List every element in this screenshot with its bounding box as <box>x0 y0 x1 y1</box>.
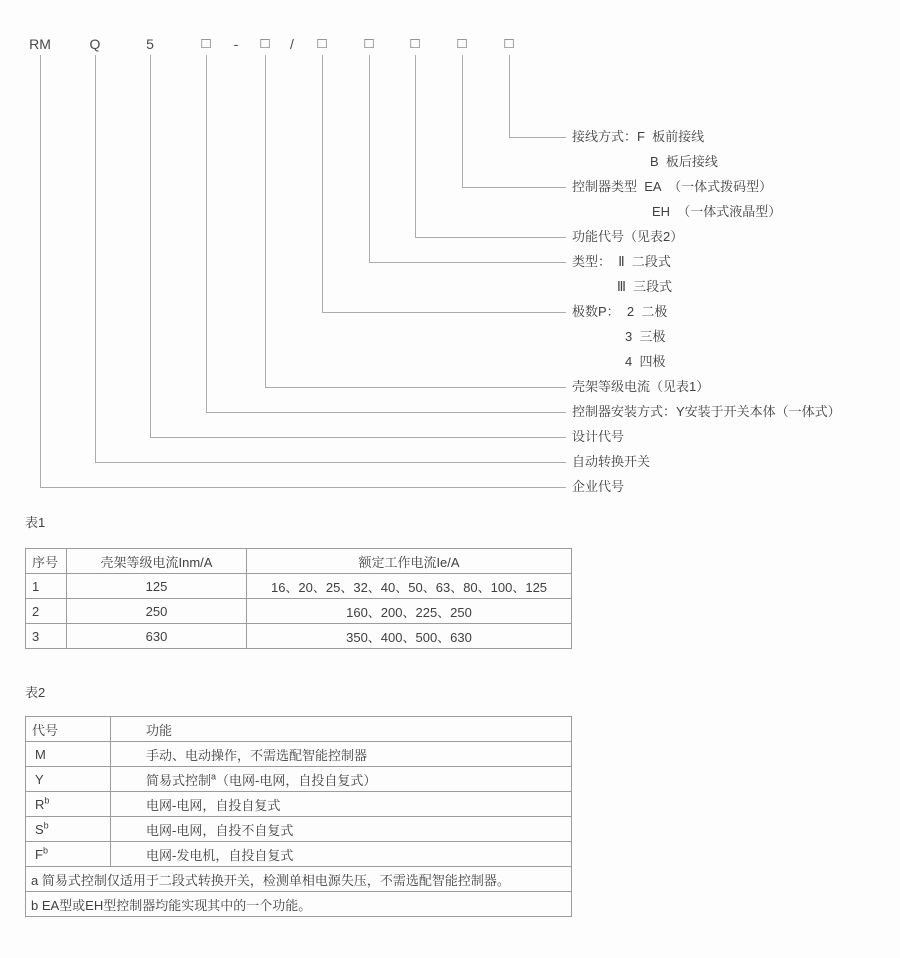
code-sup: b <box>44 795 50 806</box>
code-slash: / <box>290 36 294 52</box>
table-row <box>26 767 572 792</box>
label-wiring-2: B 板后接线 <box>650 154 718 169</box>
label-design-code: 设计代号 <box>572 429 625 444</box>
label-wiring: 接线方式：F 板前接线 <box>572 129 705 144</box>
code-box-wiring: □ <box>504 35 514 52</box>
label-controller-type-2: EH （一体式液晶型） <box>652 204 782 219</box>
table2-func-r <box>111 792 572 817</box>
table2-header-code: 代号 <box>26 717 111 742</box>
table1-rated-1: 16、20、25、32、40、50、63、80、100、125 <box>247 574 572 599</box>
table2-func-m <box>111 742 572 767</box>
table-row <box>26 742 572 767</box>
code-dash: - <box>233 36 239 52</box>
table2-function-codes <box>25 716 572 917</box>
code-part-switch: Q <box>89 36 101 52</box>
label-poles-2: 3 三极 <box>625 329 666 344</box>
func-text: 电网-电网，自投自复式 <box>146 797 281 813</box>
table2-code-f <box>26 842 111 867</box>
func-text: 手动、电动操作，不需选配智能控制器 <box>146 747 368 763</box>
label-controller-mount: 控制器安装方式：Y安装于开关本体（一体式） <box>572 404 841 419</box>
label-poles-3: 4 四极 <box>625 354 666 369</box>
table2-code-r <box>26 792 111 817</box>
table2-func-f <box>111 842 572 867</box>
table1-rated-3: 350、400、500、630 <box>247 624 572 649</box>
table1-header-seq: 序号 <box>26 549 67 574</box>
func-text: 电网-发电机，自投自复式 <box>146 847 294 863</box>
table-row <box>26 817 572 842</box>
table2-note-row-b <box>26 892 572 917</box>
table1-frame-1: 125 <box>67 574 247 599</box>
table1-header-frame: 壳架等级电流Inm/A <box>67 549 247 574</box>
table1-frame-current <box>25 548 572 649</box>
table2-code-y <box>26 767 111 792</box>
code-part-design: 5 <box>146 36 154 52</box>
code-box-poles: □ <box>317 35 327 52</box>
code-box-function: □ <box>410 35 420 52</box>
table2-note-a: a 简易式控制仅适用于二段式转换开关，检测单相电源失压，不需选配智能控制器。 <box>26 867 572 892</box>
code-text: F <box>35 846 43 862</box>
code-sup: b <box>42 845 48 856</box>
func-text: 简易式控制 <box>146 772 212 788</box>
func-sup: a <box>211 771 217 782</box>
table-row <box>26 624 572 649</box>
table1-frame-3: 630 <box>67 624 247 649</box>
label-function-code: 功能代号（见表2） <box>572 229 684 244</box>
code-box-mount: □ <box>201 35 211 52</box>
table2-caption: 表2 <box>25 685 46 700</box>
code-box-type: □ <box>364 35 374 52</box>
func-text-2: （电网-电网，自投自复式） <box>216 772 377 788</box>
table1-header-rated: 额定工作电流Ie/A <box>247 549 572 574</box>
code-part-company: RM <box>29 36 51 52</box>
table1-seq-3: 3 <box>26 624 67 649</box>
table2-func-y <box>111 767 572 792</box>
table2-code-m <box>26 742 111 767</box>
table2-header-row <box>26 717 572 742</box>
table1-header-row <box>26 549 572 574</box>
label-controller-type: 控制器类型 EA （一体式拨码型） <box>572 179 773 194</box>
code-box-controller: □ <box>457 35 467 52</box>
table2-func-s <box>111 817 572 842</box>
table2-header-func: 功能 <box>111 717 572 742</box>
table-row <box>26 574 572 599</box>
label-frame-current: 壳架等级电流（见表1） <box>572 379 710 394</box>
label-type-2: Ⅲ 三段式 <box>617 279 673 294</box>
table1-frame-2: 250 <box>67 599 247 624</box>
label-type: 类型： Ⅱ 二段式 <box>572 254 671 269</box>
code-text: S <box>35 821 44 837</box>
table-row <box>26 599 572 624</box>
connector-company-code <box>40 55 566 488</box>
table-row <box>26 842 572 867</box>
code-box-frame: □ <box>260 35 270 52</box>
func-text: 电网-电网，自投不自复式 <box>146 822 294 838</box>
table2-note-b: b EA型或EH型控制器均能实现其中的一个功能。 <box>26 892 572 917</box>
label-company-code: 企业代号 <box>572 479 625 494</box>
table1-seq-2: 2 <box>26 599 67 624</box>
label-ats: 自动转换开关 <box>572 454 651 469</box>
table1-seq-1: 1 <box>26 574 67 599</box>
table2-code-s <box>26 817 111 842</box>
code-sup: b <box>43 820 49 831</box>
table2-note-row-a <box>26 867 572 892</box>
table1-rated-2: 160、200、225、250 <box>247 599 572 624</box>
label-poles: 极数P： 2 二极 <box>572 304 668 319</box>
table-row <box>26 792 572 817</box>
code-text: R <box>35 796 45 812</box>
table1-caption: 表1 <box>25 515 46 530</box>
code-text: Y <box>35 771 44 787</box>
code-text: M <box>35 746 46 762</box>
